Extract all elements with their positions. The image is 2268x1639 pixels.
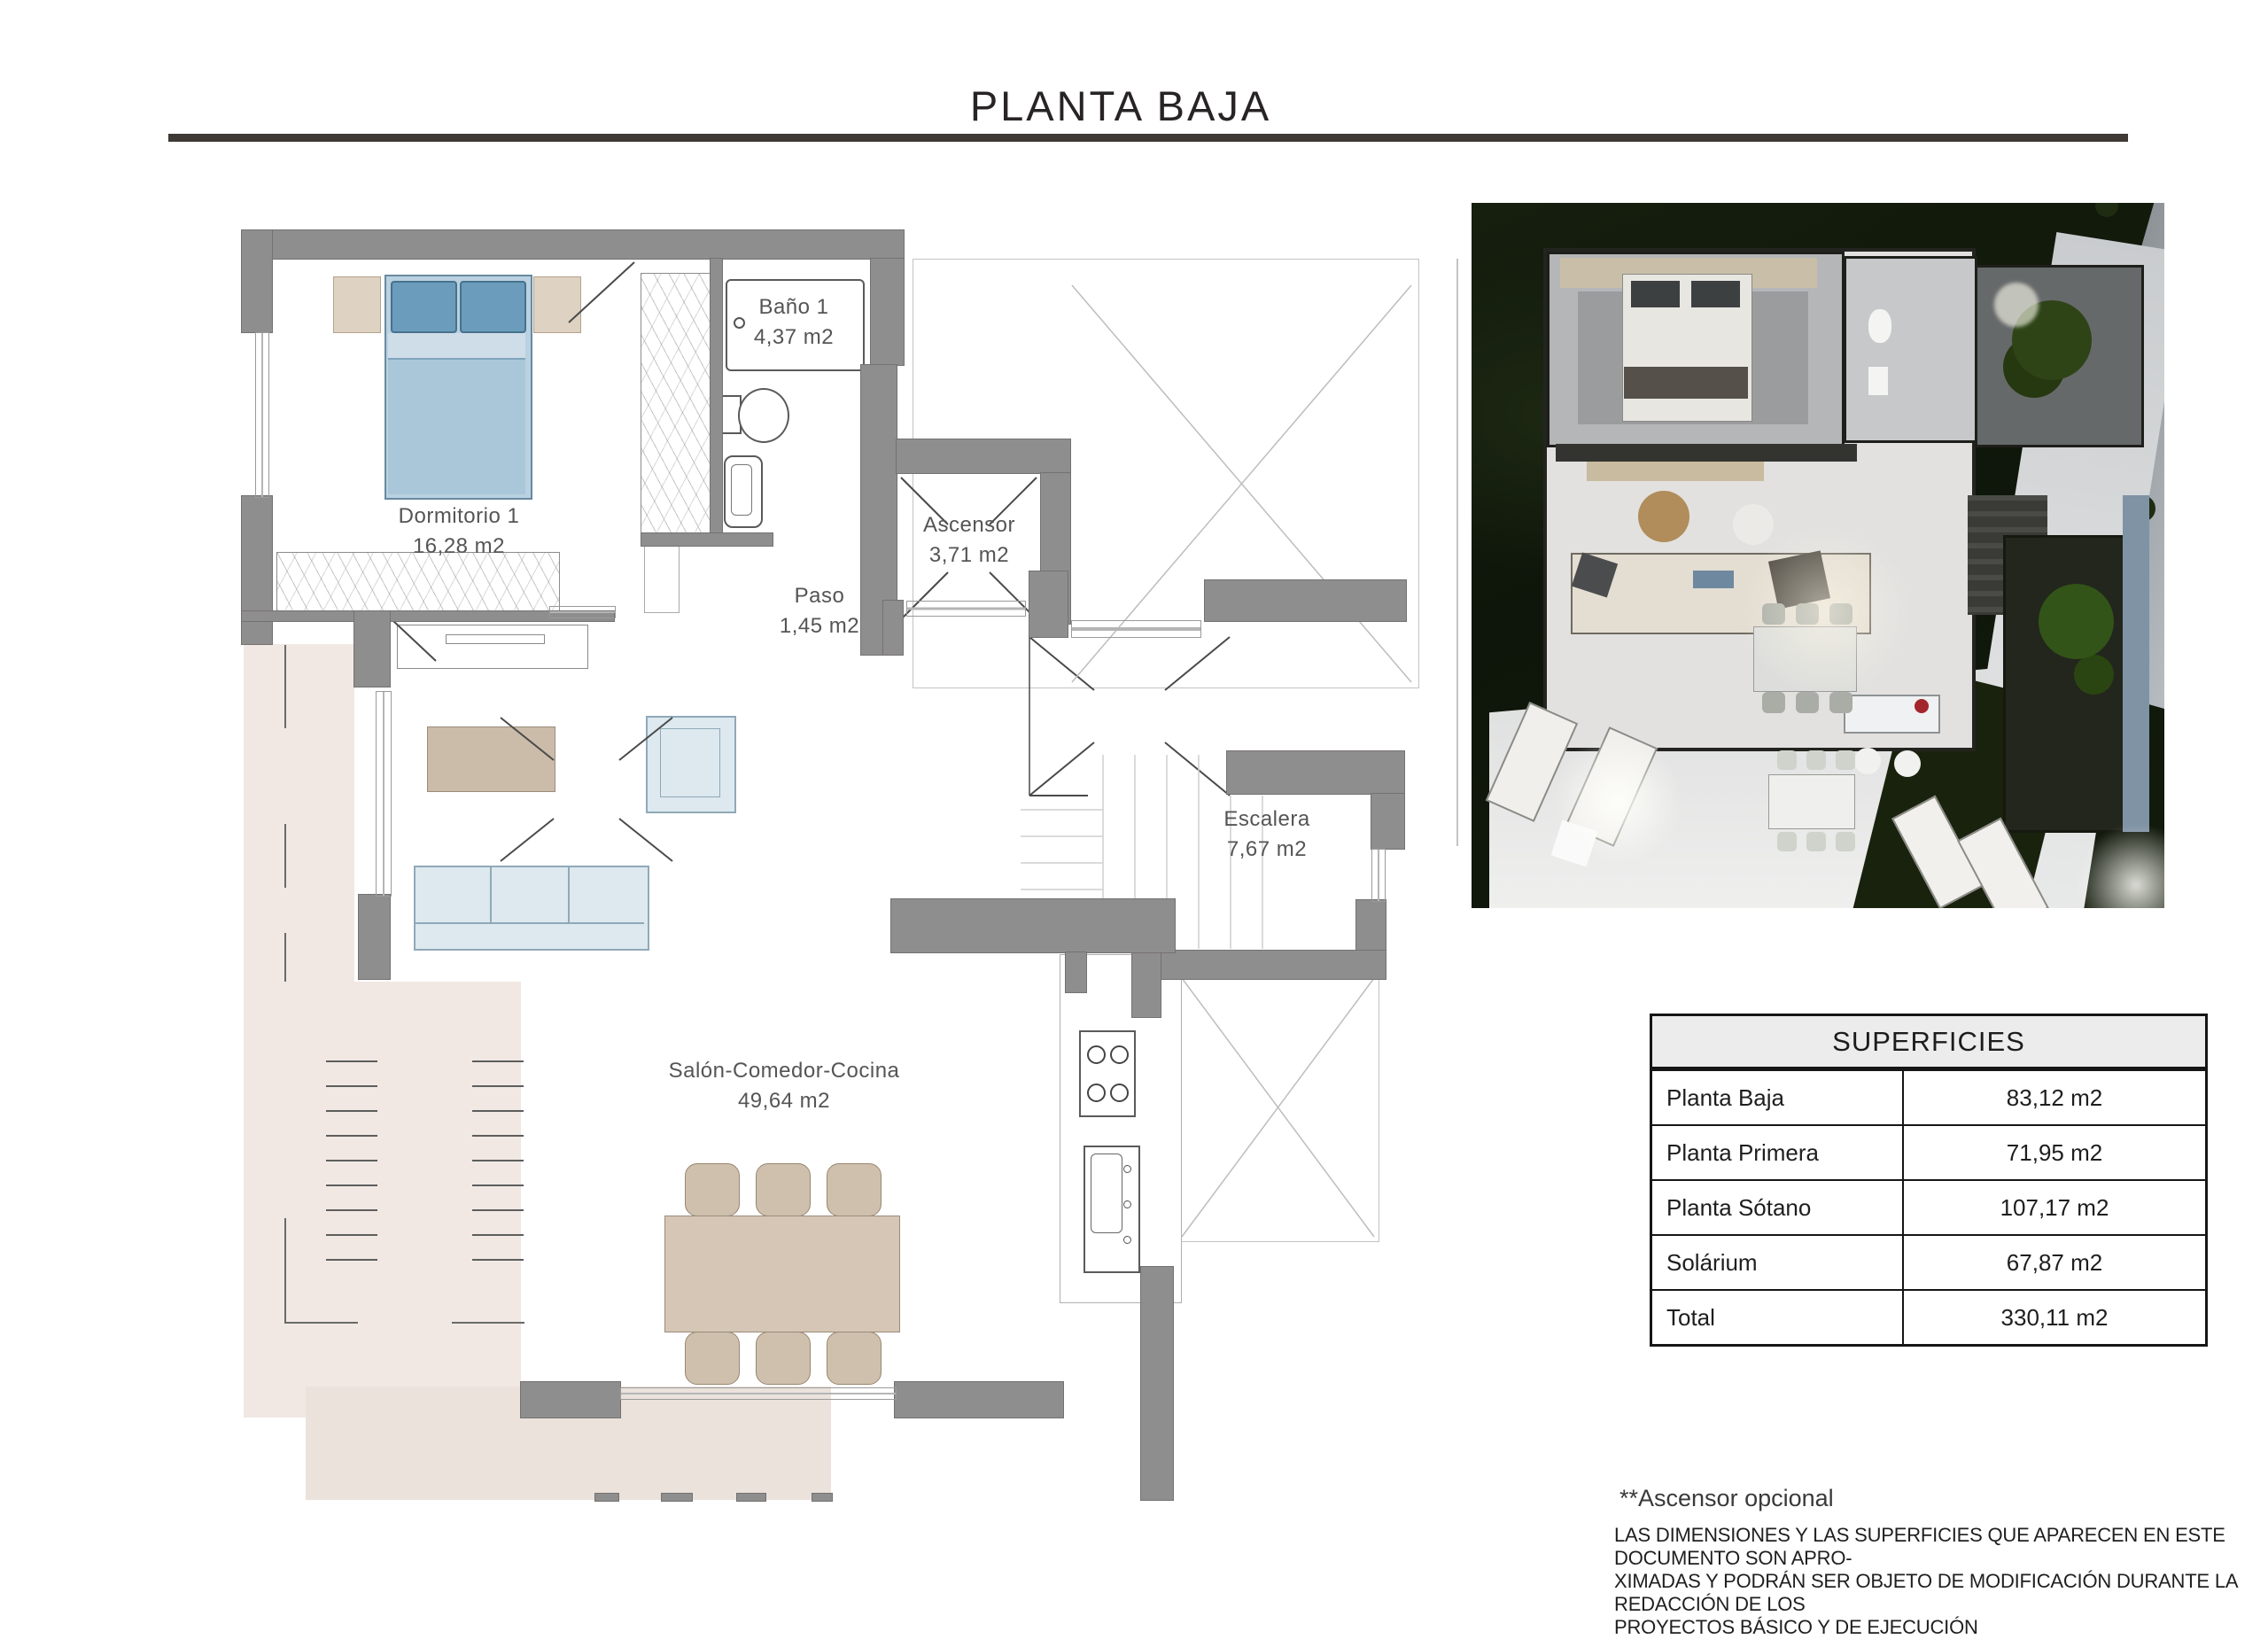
wall bbox=[711, 259, 722, 533]
room-area: 49,64 m2 bbox=[737, 1089, 831, 1113]
wall bbox=[521, 1382, 620, 1418]
armchair-seat bbox=[660, 728, 720, 797]
wall bbox=[1227, 751, 1404, 794]
bed-pillow-right bbox=[460, 281, 526, 333]
render-outdoor-chair bbox=[1836, 750, 1855, 770]
render-chair bbox=[1762, 692, 1785, 713]
nightstand-left bbox=[333, 276, 381, 333]
wall-stub bbox=[737, 1494, 765, 1501]
wall-stub bbox=[812, 1494, 832, 1501]
wall bbox=[1132, 951, 1161, 1017]
render-sofa-pillow bbox=[1693, 571, 1734, 588]
table-row bbox=[1652, 1124, 2205, 1179]
disclaimer bbox=[1614, 1524, 2252, 1639]
wall bbox=[641, 533, 773, 546]
room-name: Ascensor bbox=[922, 513, 1016, 537]
wall bbox=[1371, 794, 1404, 849]
render-outdoor-chair bbox=[1806, 750, 1826, 770]
row-value: 330,11 m2 bbox=[2000, 1303, 2109, 1331]
room-area: 1,45 m2 bbox=[779, 614, 860, 638]
dining-chair bbox=[685, 1332, 740, 1385]
stove bbox=[1079, 1030, 1136, 1117]
stove-burner bbox=[1087, 1045, 1106, 1064]
row-value: 71,95 m2 bbox=[2006, 1138, 2103, 1166]
disclaimer-line: LAS DIMENSIONES Y LAS SUPERFICIES QUE APARECEN EN ESTE DOCUMENTO SON APRO- bbox=[1614, 1524, 2225, 1569]
render-pouf bbox=[1733, 504, 1774, 545]
render-outdoor-chair bbox=[1777, 750, 1797, 770]
pergola-stripes-right bbox=[472, 1060, 524, 1273]
room-area: 7,67 m2 bbox=[1226, 837, 1308, 861]
wall bbox=[1205, 580, 1406, 621]
row-label: Planta Primera bbox=[1652, 1126, 1904, 1179]
room-name: Dormitorio 1 bbox=[398, 504, 520, 528]
bath-sink-basin bbox=[731, 464, 752, 516]
sofa bbox=[414, 866, 649, 951]
sofa-backrest-line bbox=[416, 922, 644, 924]
wall bbox=[871, 259, 904, 365]
void-area-bottom-right bbox=[1178, 975, 1379, 1242]
wall bbox=[359, 895, 390, 979]
room-name: Escalera bbox=[1223, 807, 1310, 831]
nightstand-right bbox=[533, 276, 581, 333]
room-name: Paso bbox=[794, 584, 845, 608]
wall-stub bbox=[662, 1494, 692, 1501]
render-bed-throw bbox=[1624, 367, 1748, 399]
wall bbox=[1066, 952, 1086, 992]
render-outdoor-table bbox=[1768, 774, 1855, 829]
wall bbox=[891, 899, 1175, 952]
table-row bbox=[1652, 1289, 2205, 1344]
stove-burner bbox=[1110, 1045, 1129, 1064]
coffee-table bbox=[427, 726, 555, 792]
render-light bbox=[1551, 734, 1684, 867]
tv-sideboard bbox=[397, 625, 588, 669]
render-sink bbox=[1868, 367, 1888, 395]
disclaimer-line: XIMADAS Y PODRÁN SER OBJETO DE MODIFICACIÓN DURANTE LA REDACCIÓN DE LOS bbox=[1614, 1570, 2238, 1615]
render-light bbox=[1994, 283, 2039, 327]
title-rule bbox=[168, 134, 2128, 142]
render-pillow bbox=[1691, 281, 1740, 307]
bed-sheet-band bbox=[388, 333, 525, 358]
bed-pillow-left bbox=[391, 281, 457, 333]
dining-table bbox=[664, 1216, 900, 1332]
render-tree bbox=[2095, 203, 2118, 217]
sliding-door bbox=[549, 606, 616, 618]
room-area: 16,28 m2 bbox=[412, 534, 506, 558]
table-row bbox=[1652, 1179, 2205, 1234]
render-courtyard-plant bbox=[2039, 584, 2114, 659]
room-label-bano bbox=[732, 292, 856, 353]
window bbox=[255, 332, 269, 498]
render-red-dish bbox=[1915, 699, 1929, 713]
disclaimer-line: PROYECTOS BÁSICO Y DE EJECUCIÓN bbox=[1614, 1616, 1978, 1638]
toilet-bowl bbox=[738, 388, 789, 443]
table-header: SUPERFICIES bbox=[1652, 1016, 2205, 1069]
elevator-door bbox=[906, 601, 1026, 617]
wall bbox=[1132, 951, 1386, 979]
wall bbox=[1141, 1267, 1173, 1500]
render-stool bbox=[1894, 750, 1921, 777]
row-label: Total bbox=[1652, 1291, 1904, 1344]
render-light bbox=[1737, 522, 1915, 699]
wall bbox=[1356, 900, 1386, 953]
dining-chair bbox=[827, 1332, 882, 1385]
render-outdoor-chair bbox=[1836, 832, 1855, 851]
sliding-door bbox=[1071, 620, 1201, 638]
sofa-divider bbox=[568, 867, 570, 922]
table-row bbox=[1652, 1234, 2205, 1289]
tv-screen bbox=[446, 634, 545, 644]
wall bbox=[1029, 571, 1068, 637]
wall bbox=[242, 230, 904, 259]
stove-burner bbox=[1110, 1084, 1129, 1102]
window bbox=[620, 1387, 897, 1400]
closet-shower-screen bbox=[641, 273, 713, 535]
wall bbox=[242, 496, 272, 644]
bed-duvet bbox=[388, 358, 525, 494]
footnote: **Ascensor opcional bbox=[1619, 1485, 1834, 1511]
wall bbox=[354, 611, 390, 687]
wall bbox=[895, 1382, 1063, 1418]
room-label-ascensor bbox=[898, 510, 1040, 571]
room-area: 3,71 m2 bbox=[928, 543, 1010, 567]
window bbox=[1371, 849, 1386, 902]
render-tv-wall bbox=[1556, 444, 1857, 462]
render-bathroom bbox=[1844, 256, 1977, 443]
room-area: 4,37 m2 bbox=[753, 325, 835, 349]
row-value: 83,12 m2 bbox=[2006, 1084, 2103, 1111]
room-name: Baño 1 bbox=[758, 295, 829, 319]
closet-panel bbox=[644, 542, 680, 613]
render-sideboard bbox=[1587, 462, 1764, 481]
superficies-table bbox=[1650, 1014, 2208, 1347]
render-round-table bbox=[1638, 491, 1689, 542]
row-value: 107,17 m2 bbox=[2000, 1193, 2109, 1221]
room-label-dormitorio bbox=[326, 501, 592, 562]
dining-chair bbox=[685, 1163, 740, 1216]
stove-burner bbox=[1087, 1084, 1106, 1102]
row-label: Planta Baja bbox=[1652, 1071, 1904, 1124]
room-label-salon bbox=[647, 1056, 921, 1116]
plot-edge-line bbox=[1456, 259, 1458, 846]
row-label: Planta Sótano bbox=[1652, 1181, 1904, 1234]
room-label-escalera bbox=[1178, 804, 1355, 865]
page-title: PLANTA BAJA bbox=[969, 82, 1272, 129]
aerial-render-image bbox=[1472, 203, 2164, 908]
render-blue-wall bbox=[2123, 495, 2149, 832]
row-label: Solárium bbox=[1652, 1236, 1904, 1289]
sofa-divider bbox=[490, 867, 492, 922]
room-name: Salón-Comedor-Cocina bbox=[668, 1059, 900, 1083]
render-stool bbox=[1854, 748, 1881, 774]
kitchen-sink-basin bbox=[1091, 1154, 1122, 1233]
table-row bbox=[1652, 1069, 2205, 1124]
dining-chair bbox=[756, 1332, 811, 1385]
dining-chair bbox=[827, 1163, 882, 1216]
render-pillow bbox=[1631, 281, 1680, 307]
row-value: 67,87 m2 bbox=[2006, 1248, 2103, 1276]
dining-chair bbox=[756, 1163, 811, 1216]
render-toilet bbox=[1868, 309, 1891, 343]
sink-tap-dot bbox=[1123, 1236, 1131, 1244]
wall bbox=[897, 439, 1070, 473]
wall-stub bbox=[595, 1494, 618, 1501]
room-label-paso bbox=[735, 581, 904, 641]
wall bbox=[242, 230, 272, 332]
render-outdoor-chair bbox=[1777, 832, 1797, 851]
window bbox=[376, 691, 392, 897]
sink-tap-dot bbox=[1123, 1200, 1131, 1208]
pergola-stripes-left bbox=[326, 1060, 377, 1273]
render-outdoor-chair bbox=[1806, 832, 1826, 851]
sink-tap-dot bbox=[1123, 1165, 1131, 1173]
